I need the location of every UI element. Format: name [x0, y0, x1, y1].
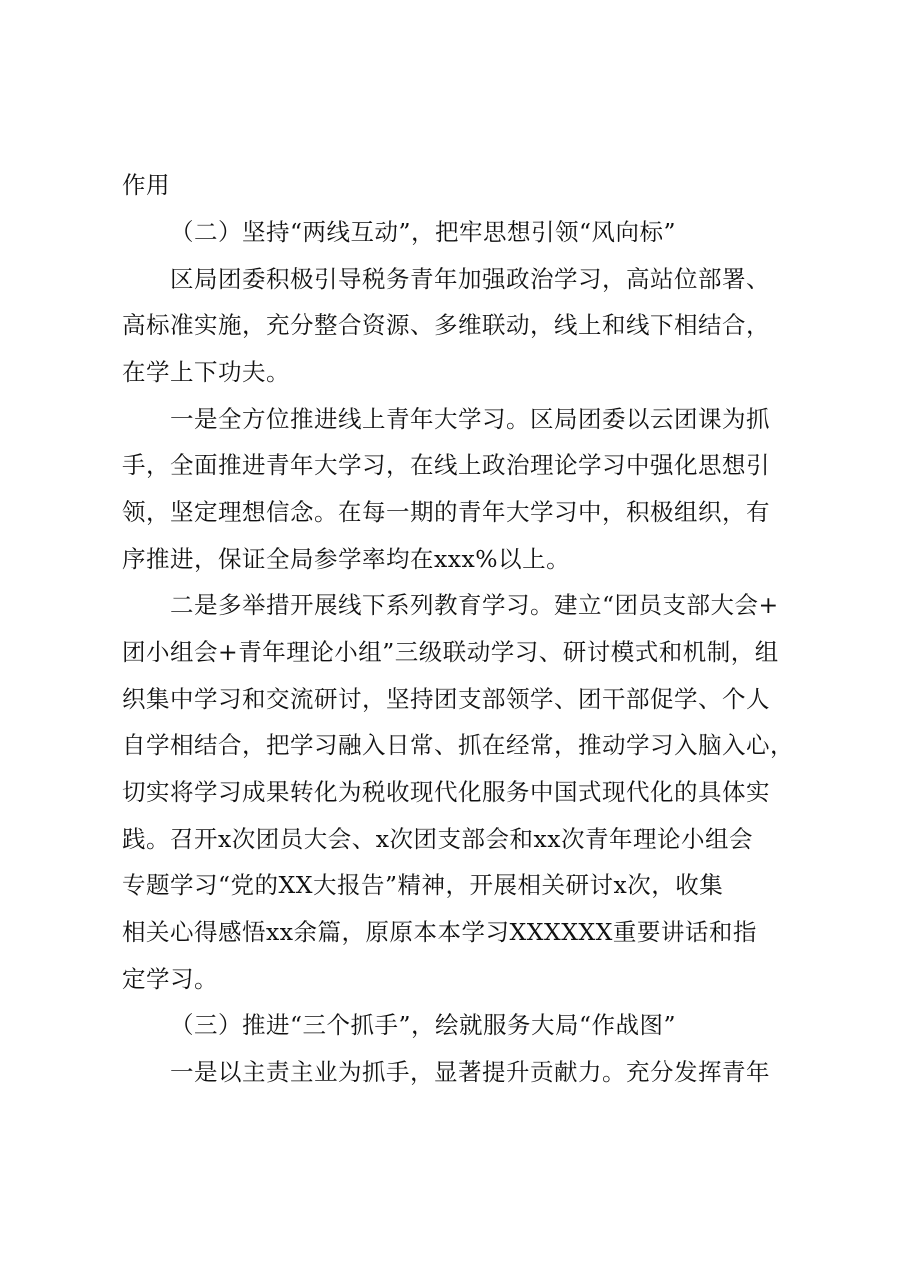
- paragraph-line: 切实将学习成果转化为税收现代化服务中国式现代化的具体实: [122, 778, 770, 806]
- paragraph-line: 团小组会+青年理论小组”三级联动学习、研讨模式和机制，组: [122, 638, 779, 666]
- section-heading-two: （二）坚持“两线互动”，把牢思想引领“风向标”: [170, 218, 677, 246]
- section-heading-three: （三）推进“三个抓手”，绘就服务大局“作战图”: [170, 1011, 677, 1039]
- paragraph-line: 领，坚定理想信念。在每一期的青年大学习中，积极组织，有: [122, 498, 770, 526]
- paragraph-line: 相关心得感悟xx余篇，原原本本学习XXXXXX重要讲话和指: [122, 918, 757, 946]
- paragraph-line: 定学习。: [122, 965, 218, 993]
- paragraph-line: 高标准实施，充分整合资源、多维联动，线上和线下相结合，: [122, 311, 770, 339]
- paragraph-line: 一是以主责主业为抓手，显著提升贡献力。充分发挥青年: [170, 1058, 770, 1086]
- paragraph-line: 二是多举措开展线下系列教育学习。建立“团员支部大会+: [170, 591, 779, 619]
- paragraph-line: 手，全面推进青年大学习，在线上政治理论学习中强化思想引: [122, 451, 770, 479]
- paragraph-line: 序推进，保证全局参学率均在xxx%以上。: [122, 545, 571, 573]
- paragraph-line: 在学上下功夫。: [122, 358, 290, 386]
- paragraph-continuation-line: 作用: [122, 171, 170, 199]
- paragraph-line: 自学相结合，把学习融入日常、抓在经常，推动学习入脑入心，: [122, 731, 794, 759]
- paragraph-line: 专题学习“党的XX大报告”精神，开展相关研讨x次，收集: [122, 871, 724, 899]
- paragraph-line: 织集中学习和交流研讨，坚持团支部领学、团干部促学、个人: [122, 685, 770, 713]
- paragraph-line: 一是全方位推进线上青年大学习。区局团委以云团课为抓: [170, 405, 770, 433]
- paragraph-line: 践。召开x次团员大会、x次团支部会和xx次青年理论小组会: [122, 825, 754, 853]
- paragraph-line: 区局团委积极引导税务青年加强政治学习，高站位部署、: [170, 265, 770, 293]
